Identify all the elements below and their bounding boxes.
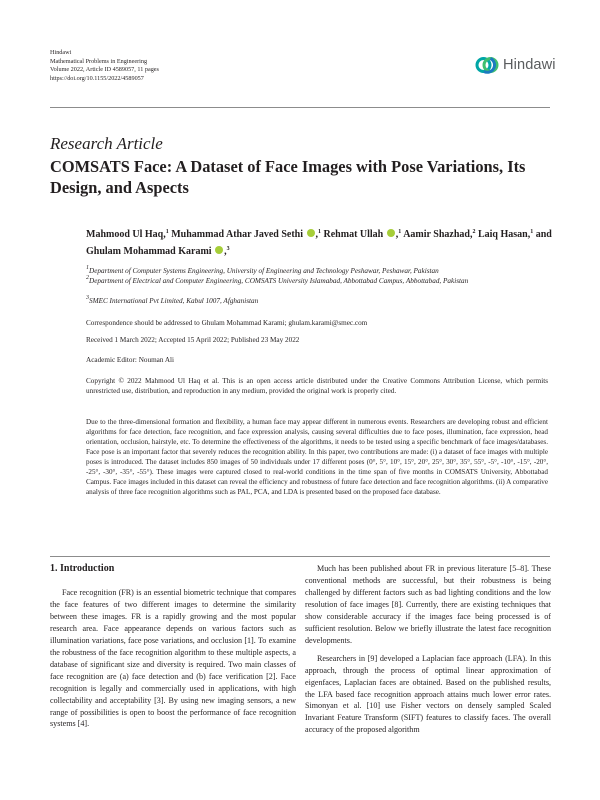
article-type: Research Article [50, 134, 163, 153]
hindawi-logo[interactable] [474, 50, 556, 80]
author-affiliation-marker: 1 [165, 229, 169, 235]
author [403, 229, 475, 240]
paragraph: Researchers in [9] developed a Laplacian face approach (LFA). In this approach, through the process of optimal linear approximation of eigenfaces, Laplacian faces are obtained. Based on the published results, the LFA based face recognition approach attains much lower error rates. Simonyan et al. [10] use Fisher vectors on densely sampled Scaled Invariant Feature Transform (SIFT) features to classify faces. The overall accuracy of the proposed algorithm [305, 653, 551, 735]
author-affiliation-marker: 1 [398, 229, 402, 235]
body-column-right [305, 563, 551, 736]
author-affiliation-marker: 1 [530, 229, 534, 235]
affiliation-3: $^3$SMEC International Pvt Limited, Kabul 1007, Afghanistan [86, 295, 259, 305]
author-name: Laiq Hasan, [477, 229, 531, 240]
academic-editor: Academic Editor: Nouman Ali [86, 356, 175, 364]
author-name: Rehmat Ullah [323, 229, 384, 240]
author-name: and Ghulam Mohammad Karami [86, 229, 552, 257]
orcid-icon[interactable] [307, 229, 315, 237]
publisher-name: Hindawi [50, 49, 72, 56]
correspondence: Correspondence should be addressed to Ghulam Mohammad Karami; ghulam.karami@smec.com [86, 319, 368, 327]
author-name: Mahmood Ul Haq, [86, 229, 166, 240]
paragraph: Much has been published about FR in previous literature [5–8]. These conventional methods are successful, but their robustness is being challenged by different factors such as bad lighting conditions and the low resolution of face images [8]. Currently, there are existing techniques that show considerable accuracy if the images face being processed is of sufficient resolution. Below we briefly illustrate the latest face recognition developments. [305, 564, 551, 645]
affiliation-2: $^2$Department of Electrical and Computer Engineering, COMSATS University Islamabad, Abbottabad Campus, Abbottabad, Pakistan [86, 275, 469, 285]
author: Muhammad Athar Javed Sethi ,$^1$ [171, 229, 322, 240]
author-affiliation-marker: 1 [318, 229, 322, 235]
orcid-icon[interactable] [387, 229, 395, 237]
copyright-notice: Copyright © 2022 Mahmood Ul Haq et al. This is an open access article distributed under the Creative Commons Attribution License, which permits unrestricted use, distribution, and reproduction in any medium, provided the original work is properly cited. [86, 377, 548, 395]
abstract: Due to the three-dimensional formation and flexibility, a human face may appear different in numerous events. Researchers are developing robust and efficient algorithms for face detection, face recognition, and face expression analysis, causing several difficulties due to face poses, illumination, face expression, head orientation, occlusion, hairstyle, etc. To determine the effectiveness of the algorithms, it needs to be tested using a specific benchmark of face images/databases. Face pose is an important factor that severely reduces the recognition ability. In this paper, two contributions are made: (i) a dataset of face images with multiple poses is introduced. The dataset includes 850 images of 50 individuals under 17 different poses (0°, 5°, 10°, 15°, 20°, 25°, 30°, 35°, 55°, -5°, -10°, -15°, -20°, -25°, -30°, -35°, -55°). These images were captured closed to real-world conditions in the time span of five months in COMSATS University, Abbottabad Campus. Face images included in this dataset can reveal the efficiency and robustness of future face detection and face recognition algorithms. (ii) A comparative analysis of three face recognition algorithms such as PAL, PCA, and LDA is presented based on the proposed face database. [86, 418, 548, 496]
volume-info: Volume 2022, Article ID 4589057, 11 pages [50, 66, 159, 74]
author [86, 229, 169, 240]
section-heading: 1. Introduction [50, 563, 115, 574]
author: Rehmat Ullah ,$^1$ [323, 229, 402, 240]
affiliation-1: $^1$Department of Computer Systems Engineering, University of Engineering and Technology Peshawar, Peshawar, Pakistan [86, 265, 439, 275]
orcid-icon[interactable] [215, 246, 223, 254]
publication-dates: Received 1 March 2022; Accepted 15 April 2022; Published 23 May 2022 [86, 336, 300, 344]
logo-text: Hindawi [503, 57, 556, 73]
hindawi-logo-icon [474, 52, 500, 78]
author-list [86, 226, 556, 260]
author-name: Aamir Shazhad, [403, 229, 473, 240]
author: and Ghulam Mohammad Karami ,$^3$ [86, 229, 552, 257]
section-divider [50, 556, 550, 557]
journal-header [50, 49, 159, 83]
author-name: Muhammad Athar Javed Sethi [171, 229, 304, 240]
paragraph: Face recognition (FR) is an essential biometric technique that compares the face features of two different images to determine the similarity between these images. FR is a rapidly growing and the most popular research area. Face appearance depends on various factors such as illumination variations, face pose variations, and occlusion [1]. To examine the robustness of the face recognition algorithm to these multiple aspects, a database of significant size and diversity is required. Two main classes of face recognition are (a) face detection and (b) face verification [2]. Face recognition is legally and commercially used in applications, with high collectability and acceptability [3]. By using new imaging sensors, a new range of possibilities is open to boost the performance of face recognition systems [4]. [50, 588, 296, 729]
author-affiliation-marker: 2 [472, 229, 476, 235]
author-affiliation-marker: 3 [226, 246, 230, 252]
article-title: COMSATS Face: A Dataset of Face Images with Pose Variations, Its Design, and Aspects [50, 157, 526, 197]
header-divider [50, 107, 550, 108]
doi-link[interactable]: https://doi.org/10.1155/2022/4589057 [50, 74, 144, 82]
journal-name: Mathematical Problems in Engineering [50, 57, 148, 65]
body-column-left [50, 587, 296, 730]
author [478, 229, 533, 240]
